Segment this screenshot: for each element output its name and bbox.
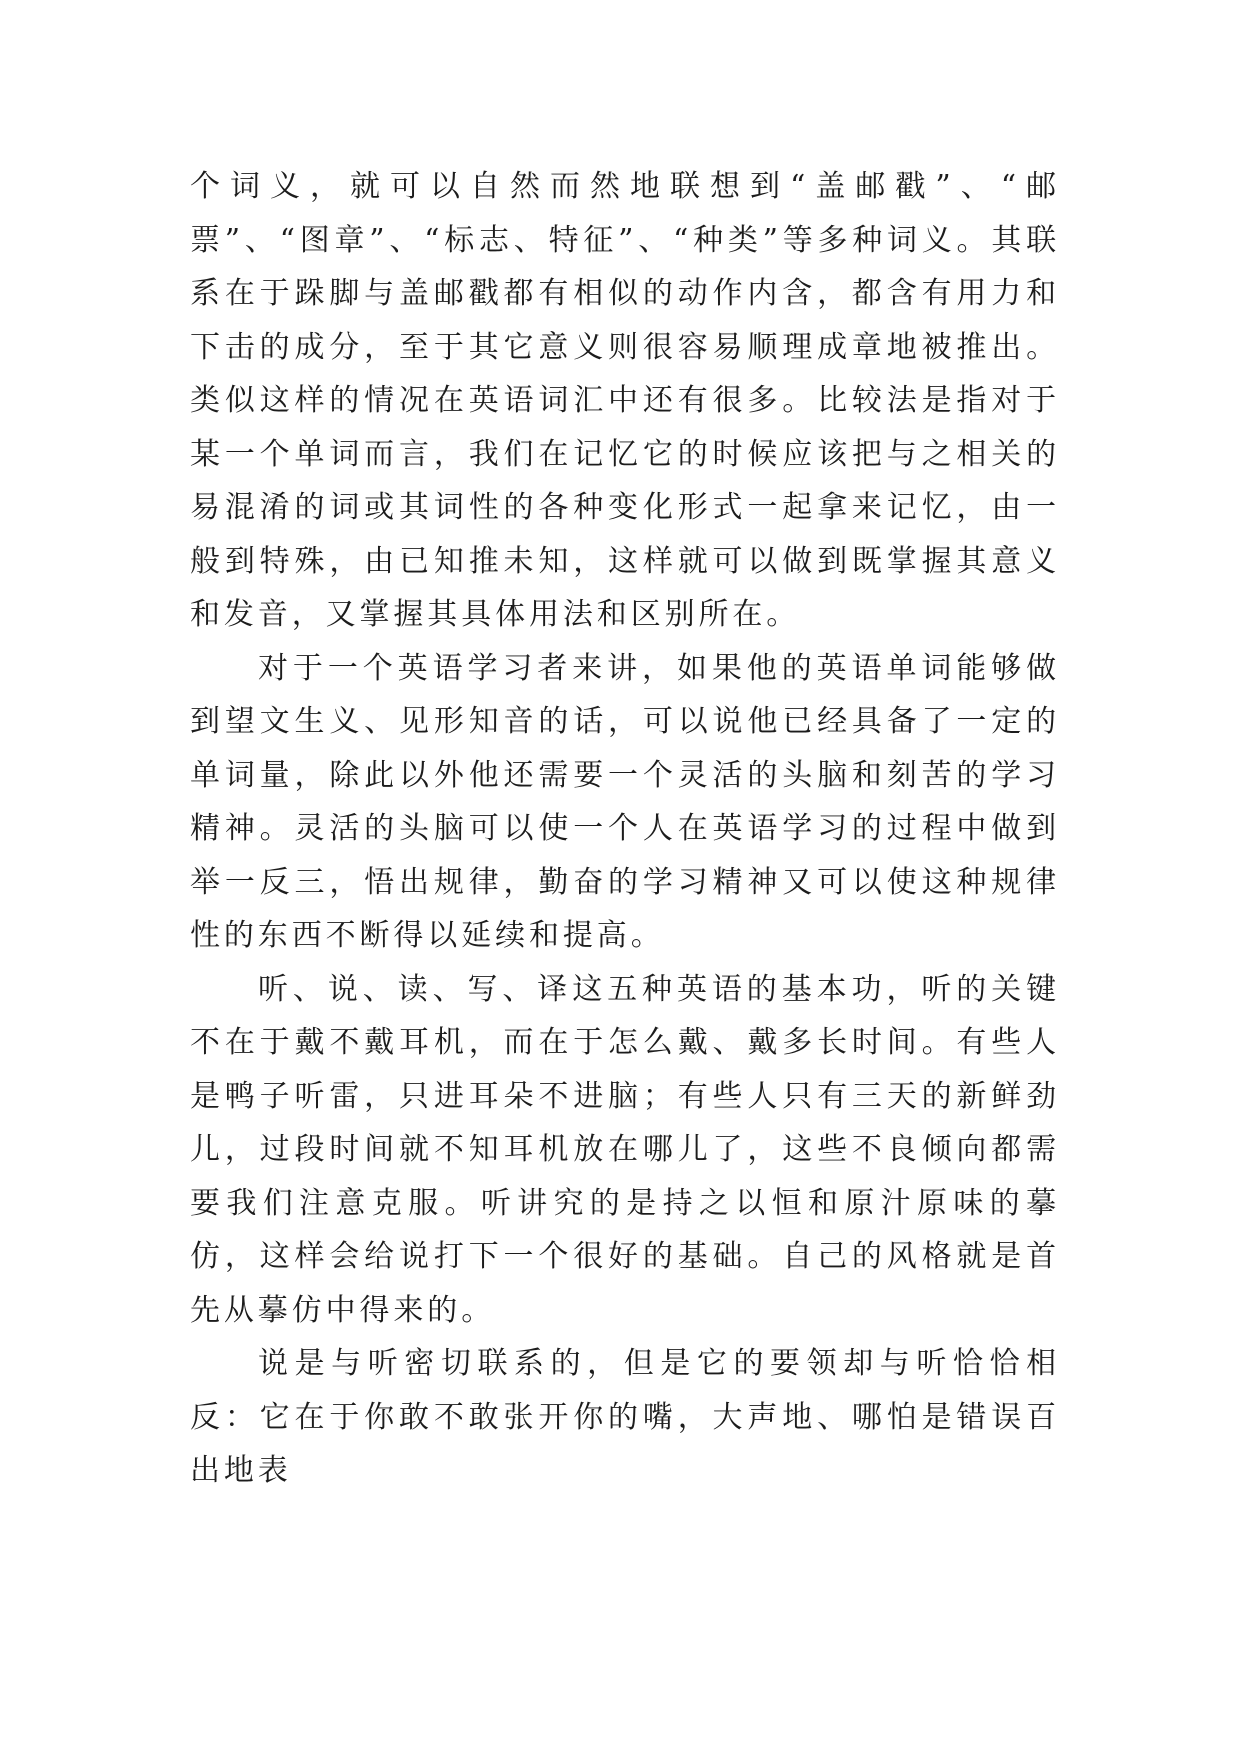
paragraph-4: 说是与听密切联系的，但是它的要领却与听恰恰相反：它在于你敢不敢张开你的嘴，大声地、哪怕是错误百出地表 [190,1346,1060,1488]
paragraph-1: 个词义，就可以自然而然地联想到“盖邮戳”、“邮票”、“图章”、“标志、特征”、“种类”等多种词义。其联系在于跺脚与盖邮戳都有相似的动作内含，都含有用力和下击的成分，至于其它意义则很容易顺理成章地被推出。类似这样的情况在英语词汇中还有很多。比较法是指对于某一个单词而言，我们在记忆它的时候应该把与之相关的易混淆的词或其词性的各种变化形式一起拿来记忆，由一般到特殊，由已知推未知，这样就可以做到既掌握其意义和发音，又掌握其具体用法和区别所在。 [190,169,1060,632]
document-body [190,160,1060,1498]
paragraph-3: 听、说、读、写、译这五种英语的基本功，听的关键不在于戴不戴耳机，而在于怎么戴、戴多长时间。有些人是鸭子听雷，只进耳朵不进脑；有些人只有三天的新鲜劲儿，过段时间就不知耳机放在哪儿了，这些不良倾向都需要我们注意克服。听讲究的是持之以恒和原汁原味的摹仿，这样会给说打下一个很好的基础。自己的风格就是首先从摹仿中得来的。 [190,971,1060,1328]
paragraph-2: 对于一个英语学习者来讲，如果他的英语单词能够做到望文生义、见形知音的话，可以说他已经具备了一定的单词量，除此以外他还需要一个灵活的头脑和刻苦的学习精神。灵活的头脑可以使一个人在英语学习的过程中做到举一反三，悟出规律，勤奋的学习精神又可以使这种规律性的东西不断得以延续和提高。 [190,650,1060,953]
